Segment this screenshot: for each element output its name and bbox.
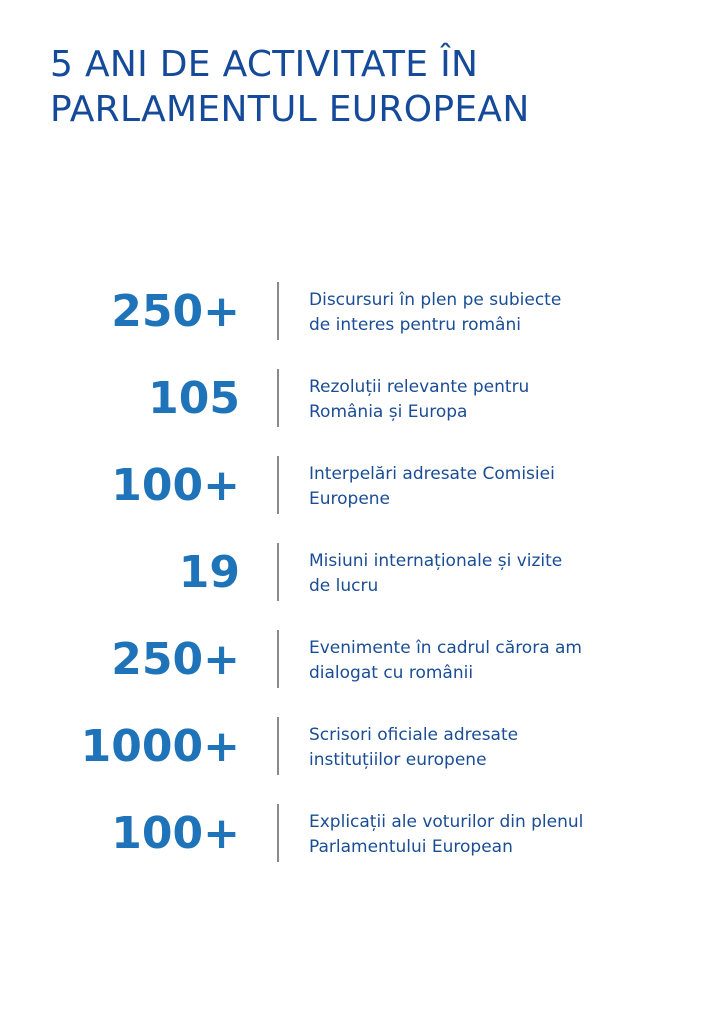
stat-value: 100+	[111, 808, 240, 859]
stat-item-questions	[0, 456, 722, 543]
stat-description	[309, 636, 639, 686]
stat-description-line-1: Scrisori oficiale adresate	[309, 725, 519, 745]
stat-description	[309, 810, 639, 860]
stat-value: 1000+	[80, 721, 240, 772]
stat-divider	[277, 804, 279, 862]
stat-item-letters	[0, 717, 722, 804]
stat-description-line-1: Rezoluții relevante pentru	[309, 377, 530, 397]
stat-divider	[277, 717, 279, 775]
stat-description	[309, 549, 639, 599]
stat-divider	[277, 543, 279, 601]
stat-description-line-2: de interes pentru români	[309, 315, 521, 335]
stat-divider	[277, 282, 279, 340]
stat-divider	[277, 630, 279, 688]
stat-divider	[277, 369, 279, 427]
stat-description-line-1: Misiuni internaționale și vizite	[309, 551, 563, 571]
stat-description	[309, 723, 639, 773]
page-title	[50, 42, 690, 132]
stat-item-missions	[0, 543, 722, 630]
stat-description-line-2: instituțiilor europene	[309, 750, 487, 770]
stat-description-line-2: Europene	[309, 489, 391, 509]
stat-description-line-1: Explicații ale voturilor din plenul	[309, 812, 584, 832]
stat-value: 100+	[111, 460, 240, 511]
stat-description	[309, 288, 639, 338]
stat-description-line-1: Interpelări adresate Comisiei	[309, 464, 555, 484]
stat-divider	[277, 456, 279, 514]
stat-description-line-2: România și Europa	[309, 402, 468, 422]
stat-description-line-2: Parlamentului European	[309, 837, 513, 857]
stat-item-events	[0, 630, 722, 717]
stat-description	[309, 462, 639, 512]
stat-value: 250+	[111, 286, 240, 337]
page-title-line-2: PARLAMENTUL EUROPEAN	[50, 89, 530, 130]
stat-item-speeches	[0, 282, 722, 369]
stat-value: 105	[148, 373, 240, 424]
stat-description-line-2: dialogat cu românii	[309, 663, 474, 683]
stat-item-resolutions	[0, 369, 722, 456]
stat-description-line-2: de lucru	[309, 576, 379, 596]
stat-value: 250+	[111, 634, 240, 685]
stat-description	[309, 375, 639, 425]
stat-value: 19	[178, 547, 240, 598]
page-title-line-1: 5 ANI DE ACTIVITATE ÎN	[50, 44, 479, 85]
stat-description-line-1: Evenimente în cadrul cărora am	[309, 638, 582, 658]
stat-item-vote-explanations	[0, 804, 722, 891]
stat-description-line-1: Discursuri în plen pe subiecte	[309, 290, 562, 310]
stats-list	[0, 282, 722, 891]
